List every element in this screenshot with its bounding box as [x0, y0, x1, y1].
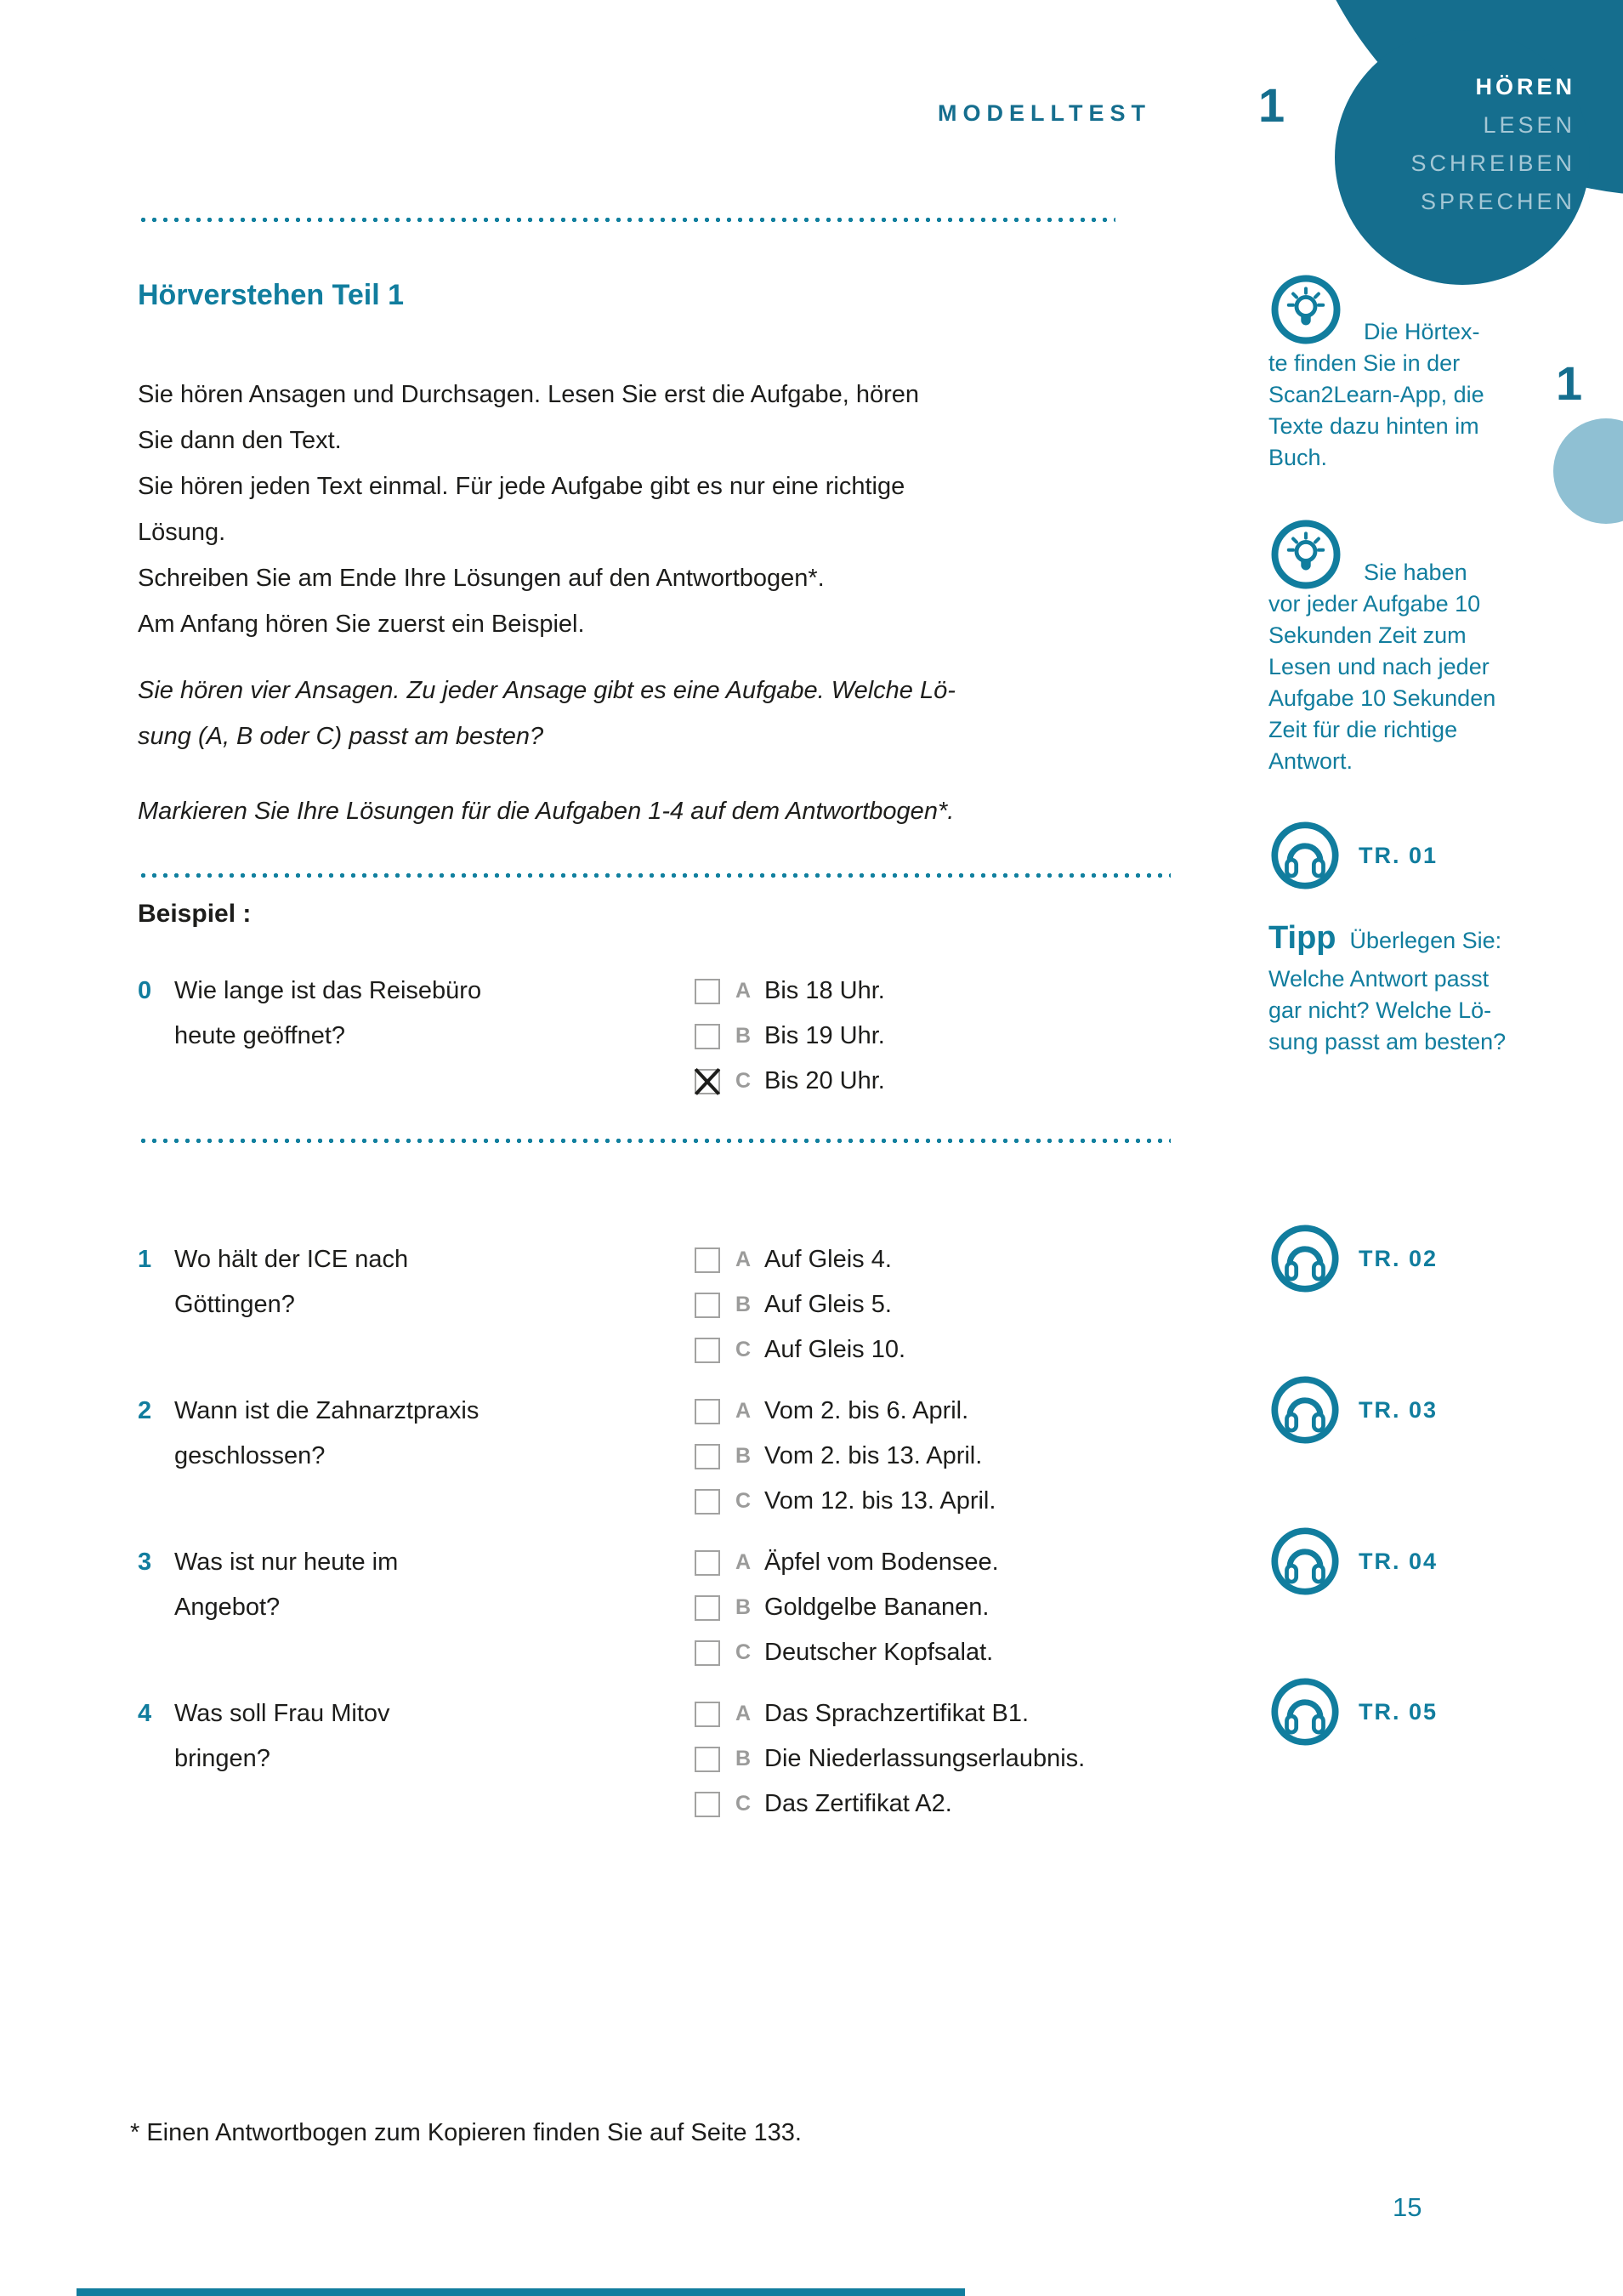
option-text: Bis 19 Uhr.: [764, 1022, 885, 1049]
example-options: [695, 969, 885, 1104]
nav-item-lesen: LESEN: [1483, 112, 1575, 138]
tip-line: Aufgabe 10 Sekunden: [1268, 685, 1496, 711]
option-row: [695, 1282, 905, 1327]
question-line: Was ist nur heute im: [174, 1549, 399, 1576]
option-text: Bis 20 Uhr.: [764, 1067, 885, 1094]
option-letter: C: [735, 1792, 752, 1816]
dotted-rule-beispiel-top: [138, 872, 1171, 878]
tip-line: Scan2Learn-App, die: [1268, 382, 1484, 407]
tip-line: Sie haben: [1364, 560, 1467, 585]
question-3: [138, 1540, 398, 1630]
option-row: [695, 1630, 999, 1675]
checkbox-q1-a[interactable]: [695, 1247, 720, 1273]
track-label: TR. 04: [1359, 1548, 1439, 1574]
checkbox-q2-b[interactable]: [695, 1444, 720, 1469]
footnote-antwortbogen: * Einen Antwortbogen zum Kopieren finden Sie auf Seite 133.: [130, 2119, 802, 2146]
option-text: Äpfel vom Bodensee.: [764, 1549, 999, 1576]
option-letter: A: [735, 1247, 752, 1271]
headphones-icon: [1268, 819, 1342, 892]
page-title: Hörverstehen Teil 1: [138, 279, 405, 311]
question-1: [138, 1237, 408, 1327]
question-number: 1: [138, 1246, 152, 1273]
intro-text: [138, 372, 919, 647]
track-label: TR. 01: [1359, 842, 1439, 868]
tip-line: Buch.: [1268, 445, 1328, 470]
question-number: 0: [138, 977, 152, 1004]
option-text: Das Sprachzertifikat B1.: [764, 1700, 1030, 1727]
option-letter: B: [735, 1024, 752, 1048]
option-text: Auf Gleis 4.: [764, 1246, 892, 1273]
option-row: [695, 1585, 999, 1630]
option-text: Vom 12. bis 13. April.: [764, 1487, 996, 1515]
option-text: Deutscher Kopfsalat.: [764, 1639, 994, 1666]
headphones-icon: [1268, 1222, 1342, 1295]
option-letter: C: [735, 1640, 752, 1664]
question-line: Angebot?: [174, 1594, 281, 1621]
option-text: Bis 18 Uhr.: [764, 977, 885, 1004]
mark-instruction: [138, 788, 954, 834]
modelltest-number: 1: [1258, 78, 1285, 132]
intro-line: Sie dann den Text.: [138, 427, 342, 454]
footer-rule: [77, 2288, 965, 2296]
option-text: Auf Gleis 10.: [764, 1336, 906, 1363]
dotted-rule-top: [138, 217, 1115, 223]
option-row: [695, 1540, 999, 1585]
modelltest-label: MODELLTEST: [938, 100, 1151, 126]
track-badge-04: [1268, 1525, 1438, 1598]
question-line: Göttingen?: [174, 1291, 295, 1318]
option-row: [695, 1782, 1085, 1827]
question-number: 3: [138, 1549, 152, 1576]
x-mark: [696, 1071, 718, 1093]
checkbox-q1-b[interactable]: [695, 1293, 720, 1318]
track-label: TR. 05: [1359, 1698, 1439, 1725]
headphones-icon: [1268, 1373, 1342, 1446]
question-number: 2: [138, 1397, 152, 1424]
option-letter: B: [735, 1293, 752, 1316]
tip-line: vor jeder Aufgabe 10: [1268, 591, 1481, 617]
example-question: [138, 969, 481, 1059]
option-text: Vom 2. bis 6. April.: [764, 1397, 969, 1424]
option-letter: A: [735, 979, 752, 1003]
tipp-line: sung passt am besten?: [1268, 1029, 1507, 1054]
option-letter: C: [735, 1489, 752, 1513]
track-badge-02: [1268, 1222, 1438, 1295]
checkbox-q4-a[interactable]: [695, 1702, 720, 1727]
option-row: [695, 1479, 996, 1524]
tip-line: Texte dazu hinten im: [1268, 413, 1479, 439]
checkbox-example-b[interactable]: [695, 1024, 720, 1049]
question-3-options: [695, 1540, 999, 1675]
checkbox-q1-c[interactable]: [695, 1338, 720, 1363]
option-row: [695, 969, 885, 1014]
intro-line: Sie hören jeden Text einmal. Für jede Aufgabe gibt es nur eine richtige: [138, 473, 905, 500]
checkbox-example-c-checked[interactable]: [695, 1069, 720, 1094]
option-text: Auf Gleis 5.: [764, 1291, 892, 1318]
question-line: Wo hält der ICE nach: [174, 1246, 409, 1273]
headphones-icon: [1268, 1675, 1342, 1748]
question-line: geschlossen?: [174, 1442, 326, 1469]
question-2-options: [695, 1389, 996, 1524]
nav-item-sprechen: SPRECHEN: [1420, 189, 1575, 214]
track-badge-05: [1268, 1675, 1438, 1748]
option-letter: A: [735, 1399, 752, 1423]
option-text: Goldgelbe Bananen.: [764, 1594, 990, 1621]
side-light-circle: [1553, 418, 1623, 524]
checkbox-q2-c[interactable]: [695, 1489, 720, 1515]
intro-line: Am Anfang hören Sie zuerst ein Beispiel.: [138, 611, 585, 638]
checkbox-q3-c[interactable]: [695, 1640, 720, 1666]
option-text: Die Niederlassungserlaubnis.: [764, 1745, 1086, 1772]
skills-nav: [1410, 68, 1575, 221]
intro-line: Schreiben Sie am Ende Ihre Lösungen auf den Antwortbogen*.: [138, 565, 825, 592]
option-row: [695, 1691, 1085, 1736]
tip-timing: [1268, 557, 1541, 777]
nav-item-hoeren: HÖREN: [1475, 74, 1575, 99]
dotted-rule-beispiel-bottom: [138, 1138, 1171, 1144]
tipp-line: Überlegen Sie:: [1349, 928, 1502, 953]
tip-line: Sekunden Zeit zum: [1268, 622, 1467, 648]
task-line: sung (A, B oder C) passt am besten?: [138, 723, 544, 750]
question-line: heute geöffnet?: [174, 1022, 346, 1049]
option-letter: B: [735, 1444, 752, 1468]
checkbox-q2-a[interactable]: [695, 1399, 720, 1424]
beispiel-heading: Beispiel :: [138, 900, 252, 928]
task-description: [138, 668, 956, 759]
option-row: [695, 1736, 1085, 1782]
option-row: [695, 1327, 905, 1372]
track-label: TR. 02: [1359, 1245, 1439, 1271]
chapter-tab-number: 1: [1556, 356, 1583, 410]
intro-line: Lösung.: [138, 519, 226, 546]
question-2: [138, 1389, 479, 1479]
tip-line: te finden Sie in der: [1268, 350, 1461, 376]
option-letter: C: [735, 1069, 752, 1093]
mark-instruction-line: Markieren Sie Ihre Lösungen für die Aufgaben 1-4 auf dem Antwortbogen*.: [138, 798, 955, 825]
checkbox-example-a[interactable]: [695, 979, 720, 1004]
track-label: TR. 03: [1359, 1396, 1439, 1423]
option-text: Vom 2. bis 13. April.: [764, 1442, 983, 1469]
tip-line: Die Hörtex-: [1364, 319, 1480, 344]
tip-line: Antwort.: [1268, 748, 1353, 774]
page-number: 15: [1393, 2192, 1422, 2222]
option-row: [695, 1014, 885, 1059]
option-letter: A: [735, 1550, 752, 1574]
nav-item-schreiben: SCHREIBEN: [1410, 151, 1575, 176]
task-line: Sie hören vier Ansagen. Zu jeder Ansage gibt es eine Aufgabe. Welche Lö-: [138, 677, 956, 704]
headphones-icon: [1268, 1525, 1342, 1598]
option-row: [695, 1237, 905, 1282]
intro-line: Sie hören Ansagen und Durchsagen. Lesen Sie erst die Aufgabe, hören: [138, 381, 919, 408]
tipp-line: gar nicht? Welche Lö-: [1268, 997, 1492, 1023]
option-letter: A: [735, 1702, 752, 1725]
checkbox-q3-a[interactable]: [695, 1550, 720, 1576]
question-line: Wann ist die Zahnarztpraxis: [174, 1397, 480, 1424]
question-number: 4: [138, 1700, 152, 1727]
option-row: [695, 1434, 996, 1479]
tipp-box: [1268, 920, 1549, 1058]
option-letter: B: [735, 1747, 752, 1770]
option-row: [695, 1389, 996, 1434]
tip-line: Lesen und nach jeder: [1268, 654, 1490, 679]
option-letter: C: [735, 1338, 752, 1361]
option-row: [695, 1059, 885, 1104]
option-letter: B: [735, 1595, 752, 1619]
option-text: Das Zertifikat A2.: [764, 1790, 952, 1817]
checkbox-q4-b[interactable]: [695, 1747, 720, 1772]
checkbox-q4-c[interactable]: [695, 1792, 720, 1817]
question-line: bringen?: [174, 1745, 270, 1772]
tip-line: Zeit für die richtige: [1268, 717, 1458, 742]
question-1-options: [695, 1237, 905, 1372]
track-badge-01: [1268, 819, 1438, 892]
track-badge-03: [1268, 1373, 1438, 1446]
question-4: [138, 1691, 390, 1782]
question-line: Wie lange ist das Reisebüro: [174, 977, 482, 1004]
tip-hoertexte: [1268, 316, 1541, 474]
checkbox-q3-b[interactable]: [695, 1595, 720, 1621]
tipp-label: Tipp: [1268, 920, 1336, 956]
question-4-options: [695, 1691, 1085, 1827]
tipp-line: Welche Antwort passt: [1268, 966, 1490, 992]
question-line: Was soll Frau Mitov: [174, 1700, 390, 1727]
